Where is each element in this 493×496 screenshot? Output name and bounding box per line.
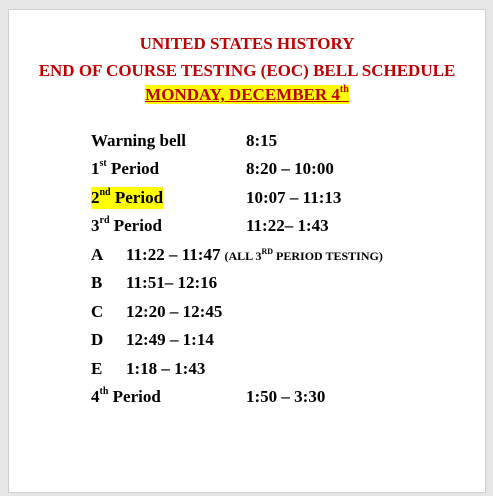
lunch-letter: C: [91, 302, 104, 321]
schedule-label: [91, 215, 162, 237]
period-word: Period: [106, 159, 160, 178]
schedule-row-period-4: [9, 386, 485, 408]
lunch-row-c: [9, 301, 485, 323]
lunch-row-d: [9, 329, 485, 351]
period-word: Period: [109, 216, 162, 235]
period-suffix: th: [99, 386, 109, 398]
lunch-letter: B: [91, 273, 103, 292]
schedule-time: 8:20 – 10:00: [246, 159, 334, 178]
lunch-time: [126, 244, 383, 267]
lunch-note-post: PERIOD TESTING): [273, 249, 383, 263]
lunch-row-e: [9, 358, 485, 380]
schedule-label: Warning bell: [91, 131, 186, 150]
lunch-letter: A: [91, 245, 104, 264]
schedule-date-text: MONDAY, DECEMBER 4: [145, 85, 340, 104]
lunch-time-value: 11:22 – 11:47: [126, 245, 221, 264]
lunch-row-b: [9, 272, 485, 294]
period-word: Period: [110, 188, 164, 207]
lunch-note: [224, 249, 382, 263]
lunch-time: 1:18 – 1:43: [126, 359, 206, 378]
period-number: 1: [91, 159, 100, 178]
schedule-row-period-3: [9, 215, 485, 237]
lunch-row-a: [9, 244, 485, 266]
period-suffix: nd: [99, 187, 111, 199]
period-number: 4: [91, 387, 100, 406]
schedule-row-period-1: [9, 158, 485, 180]
lunch-time: 12:49 – 1:14: [126, 330, 214, 349]
period-suffix: st: [99, 158, 107, 170]
document-subtitle: END OF COURSE TESTING (EOC) BELL SCHEDULE: [38, 61, 456, 80]
lunch-letter: D: [91, 330, 104, 349]
lunch-time: 11:51– 12:16: [126, 273, 218, 292]
schedule-row-warning-bell: [9, 130, 485, 152]
lunch-time: 12:20 – 12:45: [126, 302, 223, 321]
schedule-date: [9, 85, 485, 105]
period-word: Period: [108, 387, 161, 406]
document-title: UNITED STATES HISTORY: [139, 34, 355, 53]
lunch-note-pre: (ALL 3: [224, 249, 262, 263]
lunch-letter: E: [91, 359, 103, 378]
schedule-row-period-2: [9, 187, 485, 209]
schedule-time: 10:07 – 11:13: [246, 188, 342, 207]
schedule-date-suffix: th: [339, 84, 349, 96]
schedule-label: [91, 386, 161, 408]
schedule-time: 8:15: [246, 131, 278, 150]
schedule-time: 1:50 – 3:30: [246, 387, 326, 406]
schedule-label: [91, 158, 159, 180]
schedule-date-highlight: [145, 85, 349, 104]
schedule-label-highlighted: [91, 187, 163, 209]
period-number: 3: [91, 216, 100, 235]
schedule-time: 11:22– 1:43: [246, 216, 329, 235]
lunch-note-suffix: RD: [261, 247, 274, 256]
document-page: [8, 9, 486, 493]
period-number: 2: [91, 188, 100, 207]
period-suffix: rd: [99, 215, 110, 227]
